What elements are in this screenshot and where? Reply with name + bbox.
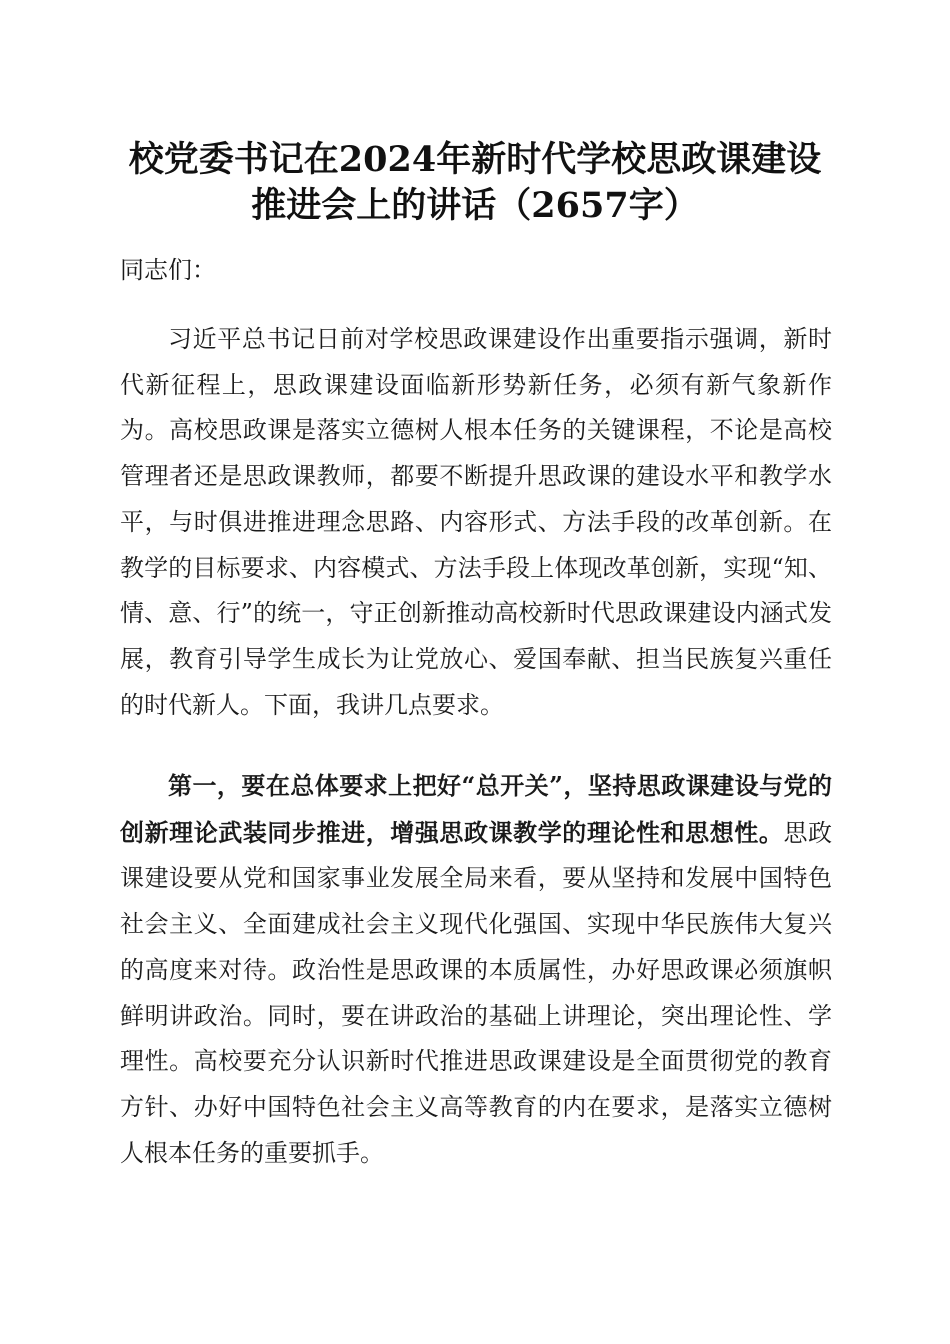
paragraph-first-point-heading: 第一，要在总体要求上把好“总开关”，坚持思政课建设与党的创新理论武装同步推进，增强思政课教学的理论性和思想性。 — [120, 771, 832, 847]
paragraph-intro: 习近平总书记日前对学校思政课建设作出重要指示强调，新时代新征程上，思政课建设面临新形势新任务，必须有新气象新作为。高校思政课是落实立德树人根本任务的关键课程，不论是高校管理者还是思政课教师，都要不断提升思政课的建设水平和教学水平，与时俱进推进理念思路、内容形式、方法手段的改革创新。在教学的目标要求、内容模式、方法手段上体现改革创新，实现“知、情、意、行”的统一，守正创新推动高校新时代思政课建设内涵式发展，教育引导学生成长为让党放心、爱国奉献、担当民族复兴重任的时代新人。下面，我讲几点要求。 — [120, 325, 832, 719]
paragraph-first-point — [120, 763, 832, 1176]
document-title-line-2: 推进会上的讲话（2657字） — [251, 185, 699, 226]
paragraph-first-point-body: 思政课建设要从党和国家事业发展全局来看，要从坚持和发展中国特色社会主义、全面建成社会主义现代化强国、实现中华民族伟大复兴的高度来对待。政治性是思政课的本质属性，办好思政课必须旗帜鲜明讲政治。同时，要在讲政治的基础上讲理论，突出理论性、学理性。高校要充分认识新时代推进思政课建设是全面贯彻党的教育方针、办好中国特色社会主义高等教育的内在要求，是落实立德树人根本任务的重要抓手。 — [120, 818, 833, 1167]
document-title-line-1: 校党委书记在2024年新时代学校思政课建设 — [128, 139, 822, 180]
salutation: 同志们： — [120, 256, 216, 284]
